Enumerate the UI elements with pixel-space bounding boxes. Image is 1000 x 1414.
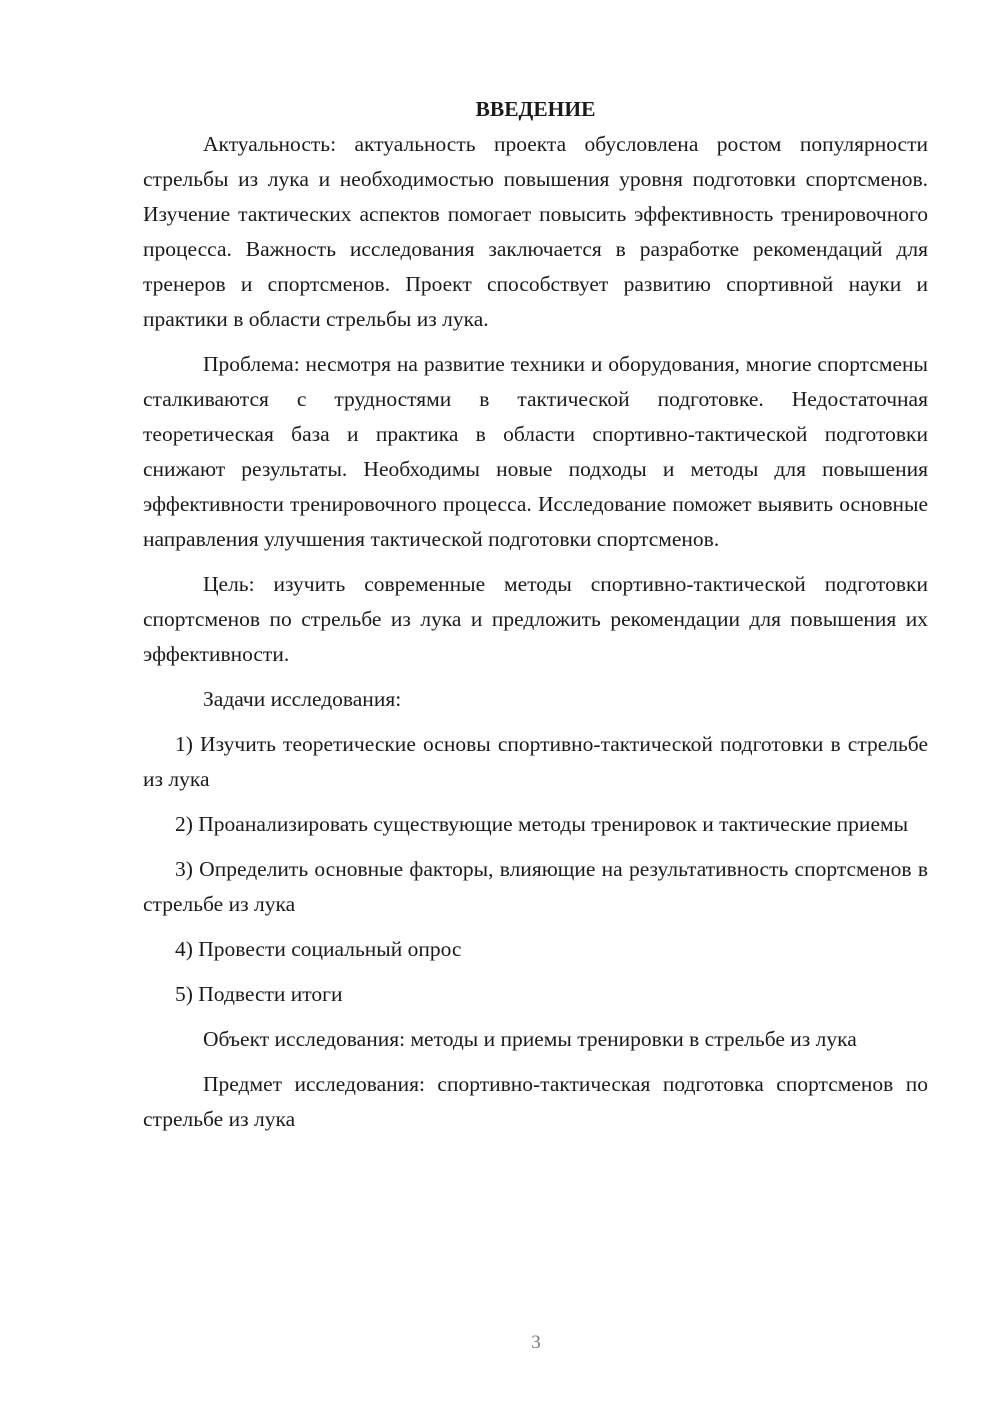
- task-item-3: 3) Определить основные факторы, влияющие на результативность спортсменов в стрельбе из лука: [143, 857, 928, 916]
- task-item-4: 4) Провести социальный опрос: [175, 937, 462, 961]
- task-item-2: 2) Проанализировать существующие методы тренировок и тактические приемы: [175, 812, 909, 836]
- subject-paragraph: Предмет исследования: спортивно-тактическая подготовка спортсменов по стрельбе из лука: [143, 1072, 928, 1131]
- problem-paragraph: Проблема: несмотря на развитие техники и оборудования, многие спортсмены сталкиваются с трудностями в тактической подготовке. Недостаточная теоретическая база и практика в области спортивно-тактической подготовки снижают результаты. Необходимы новые подходы и методы для повышения эффективности тренировочного процесса. Исследование поможет выявить основные направления улучшения тактической подготовки спортсменов.: [143, 352, 928, 551]
- page-number: 3: [531, 1332, 541, 1353]
- document-body: [143, 92, 928, 1137]
- goal-paragraph: Цель: изучить современные методы спортивно-тактической подготовки спортсменов по стрельбе из лука и предложить рекомендации для повышения их эффективности.: [143, 572, 928, 666]
- page-title: ВВЕДЕНИЕ: [475, 97, 596, 121]
- object-paragraph: Объект исследования: методы и приемы тренировки в стрельбе из лука: [203, 1027, 857, 1051]
- task-item-5: 5) Подвести итоги: [175, 982, 343, 1006]
- relevance-paragraph: Актуальность: актуальность проекта обусловлена ростом популярности стрельбы из лука и необходимостью повышения уровня подготовки спортсменов. Изучение тактических аспектов помогает повысить эффективность тренировочного процесса. Важность исследования заключается в разработке рекомендаций для тренеров и спортсменов. Проект способствует развитию спортивной науки и практики в области стрельбы из лука.: [143, 132, 928, 331]
- task-item-1: 1) Изучить теоретические основы спортивно-тактической подготовки в стрельбе из лука: [143, 732, 928, 791]
- tasks-heading: Задачи исследования:: [203, 687, 402, 711]
